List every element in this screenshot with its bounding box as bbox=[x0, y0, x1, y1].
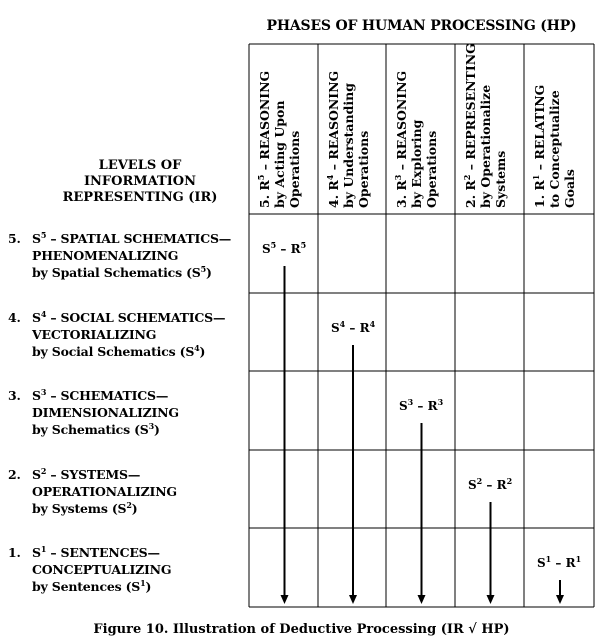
level-text bbox=[32, 466, 177, 517]
phase-header-line: by Acting Upon bbox=[272, 100, 287, 208]
levels-title-line: INFORMATION bbox=[83, 174, 197, 189]
phase-header-line: 1. $R^1$ – RELATING bbox=[530, 84, 547, 208]
deduction-arrow-head bbox=[349, 595, 357, 604]
phase-header-line: Operations bbox=[287, 130, 302, 208]
level-number: 4. bbox=[8, 310, 21, 325]
level-text-line: by Systems $(S^2)$ bbox=[32, 499, 138, 516]
level-text-line: $S^2$ – SYSTEMS— bbox=[32, 465, 141, 482]
processing-cell-label: $S^5 - R^5$ bbox=[262, 240, 307, 256]
level-text bbox=[32, 309, 225, 360]
level-text-line: DIMENSIONALIZING bbox=[32, 405, 179, 420]
level-text-line: $S^1$ – SENTENCES— bbox=[32, 543, 160, 560]
level-text-line: by Sentences $(S^1)$ bbox=[32, 577, 152, 594]
phase-header-line: Operations bbox=[424, 130, 439, 208]
phase-column-header bbox=[326, 48, 386, 208]
level-text-line: by Spatial Schematics $(S^5)$ bbox=[32, 263, 212, 280]
level-text-line: VECTORIALIZING bbox=[32, 327, 157, 342]
phase-column-header bbox=[461, 43, 523, 208]
level-text-line: CONCEPTUALIZING bbox=[32, 562, 172, 577]
phases-title: PHASES OF HUMAN PROCESSING (HP) bbox=[266, 18, 577, 34]
level-text-line: $S^5$ – SPATIAL SCHEMATICS— bbox=[32, 229, 232, 246]
processing-cell-label: $S^2 - R^2$ bbox=[468, 476, 513, 492]
level-text-line: $S^3$ – SCHEMATICS— bbox=[32, 386, 169, 403]
levels-title-line: LEVELS OF bbox=[98, 158, 182, 173]
figure-caption: Figure 10. Illustration of Deductive Processing (IR √ HP) bbox=[93, 622, 510, 637]
phase-header-line: Systems bbox=[493, 150, 508, 208]
level-text-line: by Social Schematics $(S^4)$ bbox=[32, 342, 206, 359]
level-number: 2. bbox=[8, 467, 21, 482]
deduction-arrow-head bbox=[281, 595, 289, 604]
phase-header-line: Goals bbox=[562, 169, 577, 208]
phase-header-line: 3. $R^3$ – REASONING bbox=[392, 70, 409, 208]
deduction-arrow-head bbox=[556, 595, 564, 604]
deduction-arrow-head bbox=[418, 595, 426, 604]
phase-header-line: Operations bbox=[356, 130, 371, 208]
level-number: 3. bbox=[8, 388, 21, 403]
level-text-line: by Schematics $(S^3)$ bbox=[32, 420, 160, 437]
level-text bbox=[32, 544, 171, 595]
phase-header-line: by Exploring bbox=[409, 119, 424, 208]
processing-cell-label: $S^4 - R^4$ bbox=[331, 319, 376, 335]
level-text-line: PHENOMENALIZING bbox=[32, 248, 179, 263]
phase-header-line: 5. $R^5$ – REASONING bbox=[255, 70, 272, 208]
phase-header-line: by Understanding bbox=[341, 83, 356, 208]
level-text bbox=[32, 230, 231, 281]
phase-column-header bbox=[394, 48, 454, 208]
level-text bbox=[32, 387, 179, 438]
phase-header-line: to Conceptualize bbox=[547, 90, 562, 208]
phase-column-header bbox=[257, 48, 317, 208]
phase-column-header bbox=[532, 48, 592, 208]
levels-title-line: REPRESENTING (IR) bbox=[62, 190, 218, 205]
phase-header-line: by Operationalize bbox=[478, 84, 493, 208]
phase-header-line: 4. $R^4$ – REASONING bbox=[324, 70, 341, 208]
level-text-line: OPERATIONALIZING bbox=[32, 484, 177, 499]
processing-cell-label: $S^1 - R^1$ bbox=[537, 554, 582, 570]
level-text-line: $S^4$ – SOCIAL SCHEMATICS— bbox=[32, 308, 226, 325]
processing-cell-label: $S^3 - R^3$ bbox=[399, 397, 444, 413]
level-number: 5. bbox=[8, 231, 21, 246]
level-number: 1. bbox=[8, 545, 21, 560]
deduction-arrow-head bbox=[487, 595, 495, 604]
phase-header-line: 2. $R^2$ – REPRESENTING bbox=[461, 43, 478, 208]
